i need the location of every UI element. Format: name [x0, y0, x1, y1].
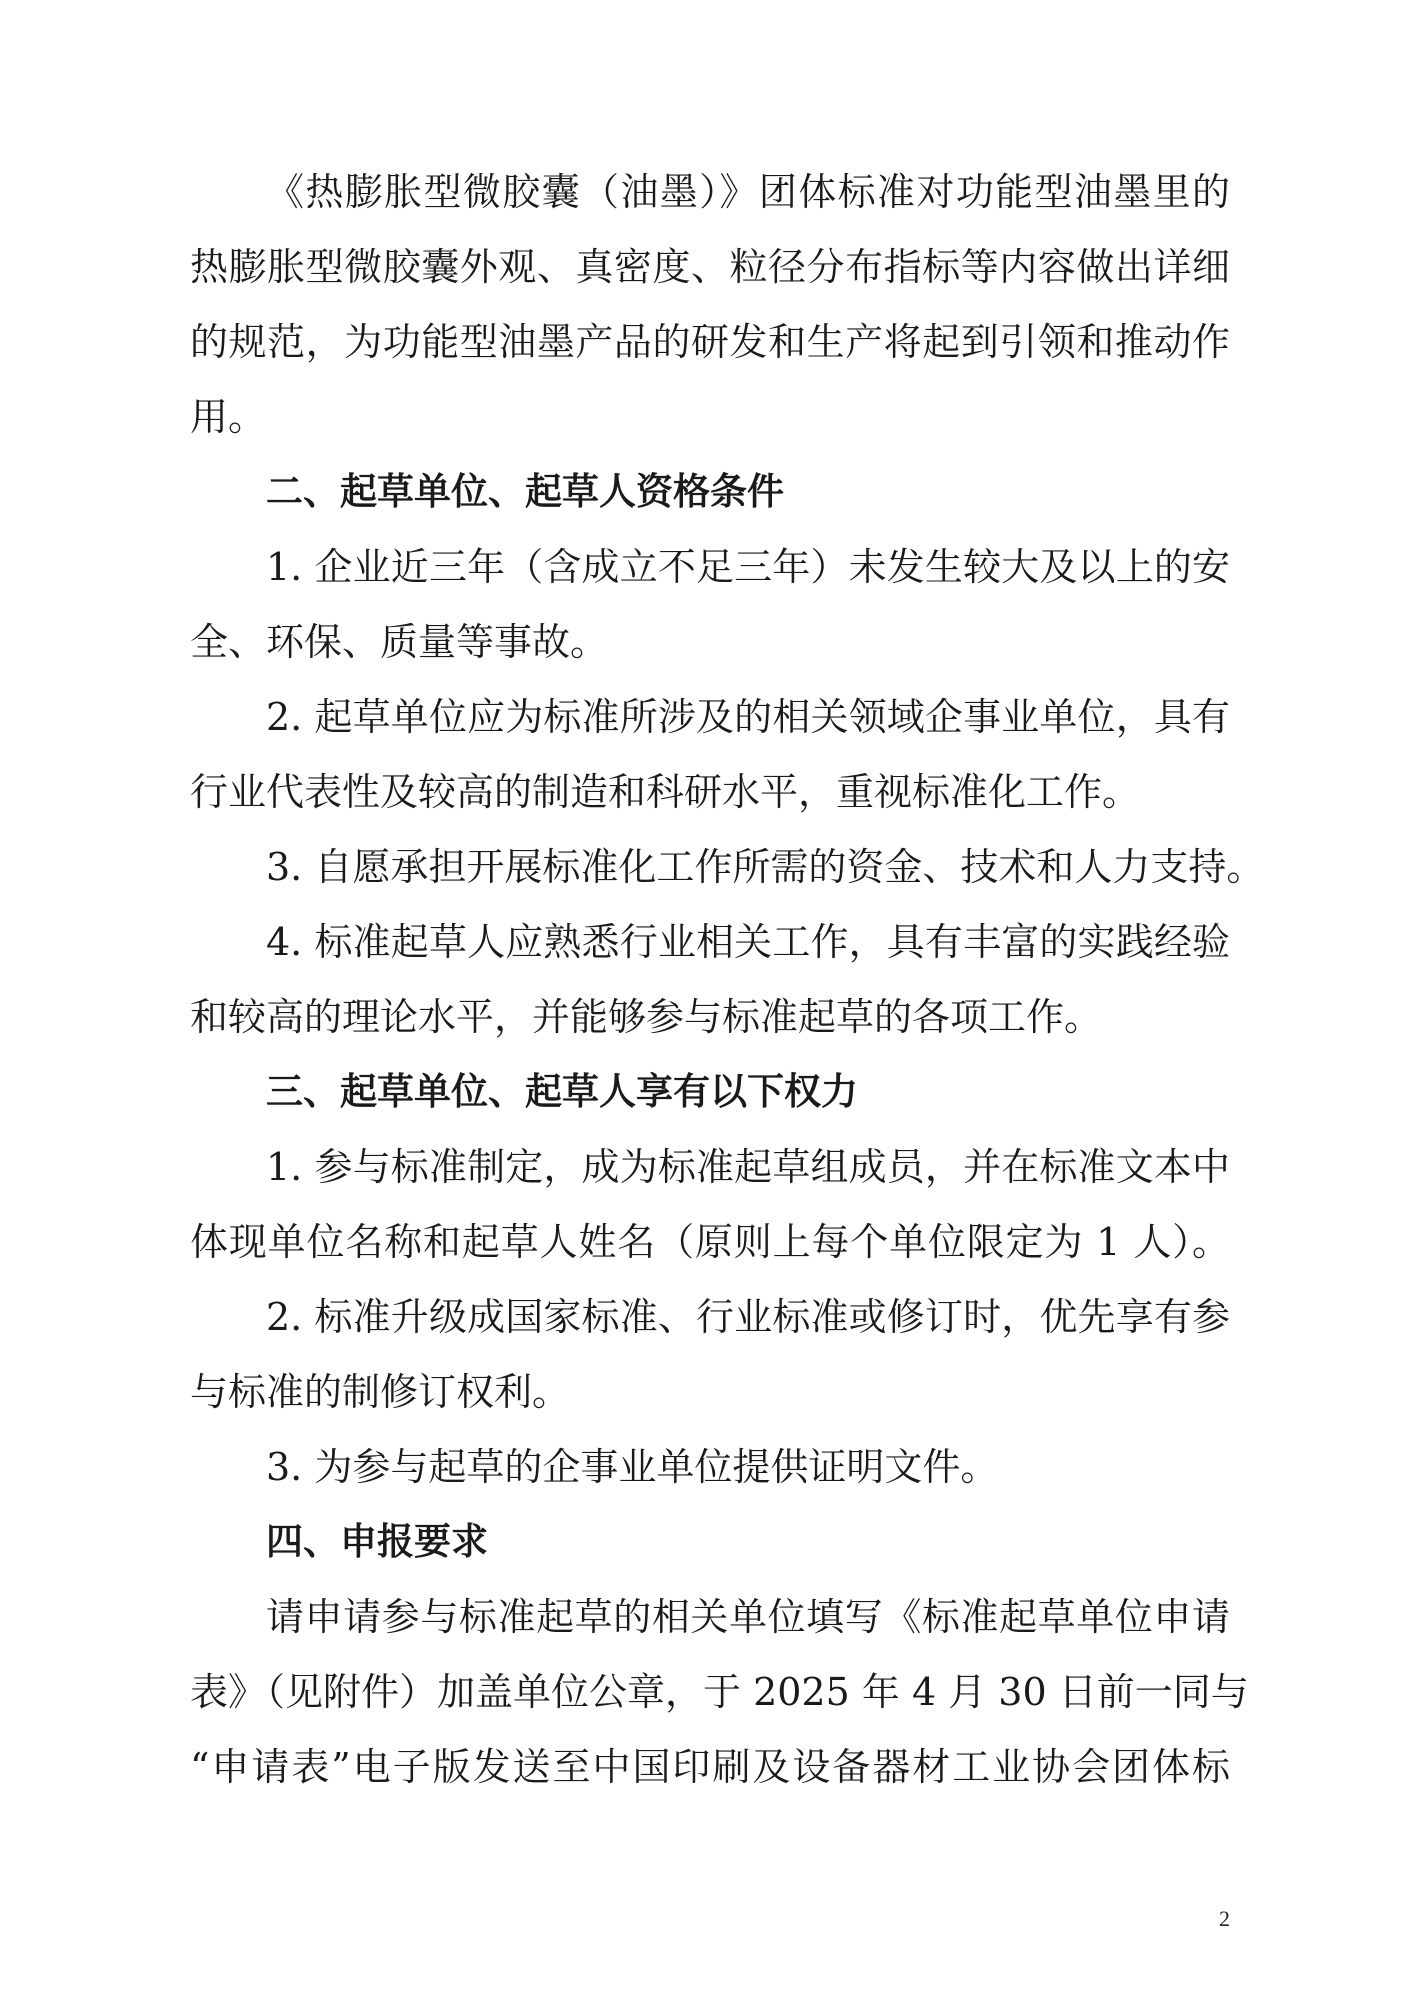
submission-line-2: 表》（见附件）加盖单位公章，于 2025 年 4 月 30 日前一同与	[190, 1670, 1249, 1714]
right-1-line-1: 1. 参与标准制定，成为标准起草组成员，并在标准文本中	[266, 1145, 1230, 1189]
section-heading-submission: 四、申报要求	[266, 1520, 488, 1563]
right-2-line-2: 与标准的制修订权利。	[190, 1370, 571, 1414]
right-2-line-1: 2. 标准升级成国家标准、行业标准或修订时，优先享有参	[266, 1295, 1230, 1339]
qualification-4-line-1: 4. 标准起草人应熟悉行业相关工作，具有丰富的实践经验	[266, 920, 1230, 964]
submission-line-3: “申请表”电子版发送至中国印刷及设备器材工业协会团体标	[190, 1745, 1230, 1789]
right-1-line-2: 体现单位名称和起草人姓名（原则上每个单位限定为 1 人）。	[190, 1220, 1230, 1264]
qualification-2-line-1: 2. 起草单位应为标准所涉及的相关领域企事业单位，具有	[266, 695, 1230, 739]
submission-line-1: 请申请参与标准起草的相关单位填写《标准起草单位申请	[266, 1595, 1230, 1639]
qualification-1-line-1: 1. 企业近三年（含成立不足三年）未发生较大及以上的安	[266, 545, 1230, 589]
paragraph-1-line-3: 的规范，为功能型油墨产品的研发和生产将起到引领和推动作	[190, 320, 1230, 364]
page-number: 2	[1219, 1906, 1230, 1931]
section-heading-rights: 三、起草单位、起草人享有以下权力	[266, 1070, 858, 1113]
qualification-4-line-2: 和较高的理论水平，并能够参与标准起草的各项工作。	[190, 995, 1103, 1039]
paragraph-1-line-4: 用。	[190, 395, 267, 439]
paragraph-1-line-2: 热膨胀型微胶囊外观、真密度、粒径分布指标等内容做出详细	[190, 245, 1230, 289]
section-heading-qualifications: 二、起草单位、起草人资格条件	[266, 470, 784, 513]
paragraph-1-line-1: 《热膨胀型微胶囊（油墨）》团体标准对功能型油墨里的	[266, 170, 1230, 214]
right-3: 3. 为参与起草的企事业单位提供证明文件。	[266, 1445, 999, 1489]
qualification-3: 3. 自愿承担开展标准化工作所需的资金、技术和人力支持。	[266, 845, 1265, 889]
qualification-1-line-2: 全、环保、质量等事故。	[190, 620, 609, 664]
qualification-2-line-2: 行业代表性及较高的制造和科研水平，重视标准化工作。	[190, 770, 1141, 814]
